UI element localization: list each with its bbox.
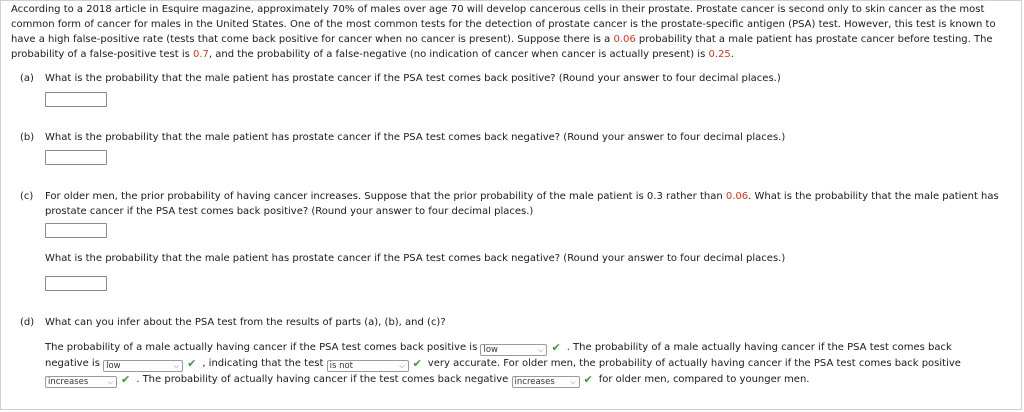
intro-text-4: .: [730, 49, 734, 60]
older-positive-select[interactable]: increases ⌵: [45, 376, 117, 388]
part-c-prior-value: 0.06: [725, 191, 749, 202]
chevron-down-icon: ⌵: [173, 362, 180, 370]
checkmark-icon: ✔: [187, 357, 197, 370]
part-c-positive-answer-input[interactable]: [45, 223, 107, 238]
intro-text-1: According to a 2018 article in Esquire magazine, approximately 70% of males over age 70 will develop cancerous cells in their prostate. Prostate cancer is second only to skin cancer as the most common form of cancer for males in the United States. One of the most common tests for the detection of prostate cancer is the prostate-specific antigen (PSA) test. However, this test is known to have a high false-positive rate (tests that come back positive for cancer when no cancer is present). Suppose there is a: [11, 4, 996, 45]
chevron-down-icon: ⌵: [399, 362, 405, 370]
part-a-label: (a): [20, 73, 34, 84]
problem-intro: [11, 2, 1011, 62]
part-d-label: (d): [20, 317, 35, 328]
part-a-question: What is the probability that the male patient has prostate cancer if the PSA test comes back positive? (Round your answer to four decimal places.): [45, 73, 781, 84]
part-c: [20, 189, 1010, 264]
false-positive-probability: 0.7: [193, 49, 209, 60]
part-c-question-1: For older men, the prior probability of having cancer increases. Suppose that the prior probability of the male patient is 0.3 rather than 0.06. What is the probability that the male patient has prostate cancer if the PSA test comes back positive? (Round your answer to four decimal places.): [45, 191, 999, 217]
chevron-down-icon: ⌵: [538, 346, 544, 354]
chevron-down-icon: ⌵: [570, 378, 576, 386]
checkmark-icon: ✔: [121, 373, 131, 386]
checkmark-icon: ✔: [412, 357, 422, 370]
part-b-answer-input[interactable]: [45, 150, 107, 165]
accuracy-select[interactable]: is not ⌵: [327, 360, 409, 372]
chevron-down-icon: ⌵: [107, 378, 113, 386]
part-d: [20, 315, 1010, 388]
negative-result-select[interactable]: low ⌵: [103, 360, 183, 372]
intro-text-2: probability that a male patient has prostate cancer before testing. The probability of a false-positive test is: [11, 34, 993, 60]
part-c-label: (c): [20, 191, 34, 202]
part-a: [20, 71, 1010, 86]
checkmark-icon: ✔: [551, 341, 561, 354]
false-negative-probability: 0.25: [708, 49, 731, 60]
positive-result-select[interactable]: low ⌵: [480, 344, 547, 356]
part-b-question: What is the probability that the male patient has prostate cancer if the PSA test comes back negative? (Round your answer to four decimal places.): [45, 132, 786, 143]
part-d-question: What can you infer about the PSA test from the results of parts (a), (b), and (c)?: [45, 317, 446, 328]
older-negative-select[interactable]: increases ⌵: [512, 376, 580, 388]
part-c-negative-answer-input[interactable]: [45, 276, 107, 291]
part-b-label: (b): [20, 132, 35, 143]
part-c-question-2: What is the probability that the male patient has prostate cancer if the PSA test comes back negative? (Round your answer to four decimal places.): [45, 253, 786, 264]
prior-probability: 0.06: [613, 34, 636, 45]
part-b: [20, 130, 1010, 145]
part-a-answer-input[interactable]: [45, 92, 107, 107]
part-d-answer-paragraph: The probability of a male actually having cancer if the PSA test comes back positive is low ⌵ ✔ . The probability of a male actually having cancer if the PSA test comes back negative is low ⌵ ✔ , indicating that the test is not ⌵ ✔ very accurate. For older men, the probability of actually having cancer if the PSA test comes back positive increases ⌵ ✔ . The probability of actually having cancer if the test comes back negative increases ⌵ ✔ for older men, compared to younger men.: [45, 341, 961, 387]
intro-text-3: , and the probability of a false-negative (no indication of cancer when cancer is actually present) is: [208, 49, 709, 60]
checkmark-icon: ✔: [583, 373, 593, 386]
